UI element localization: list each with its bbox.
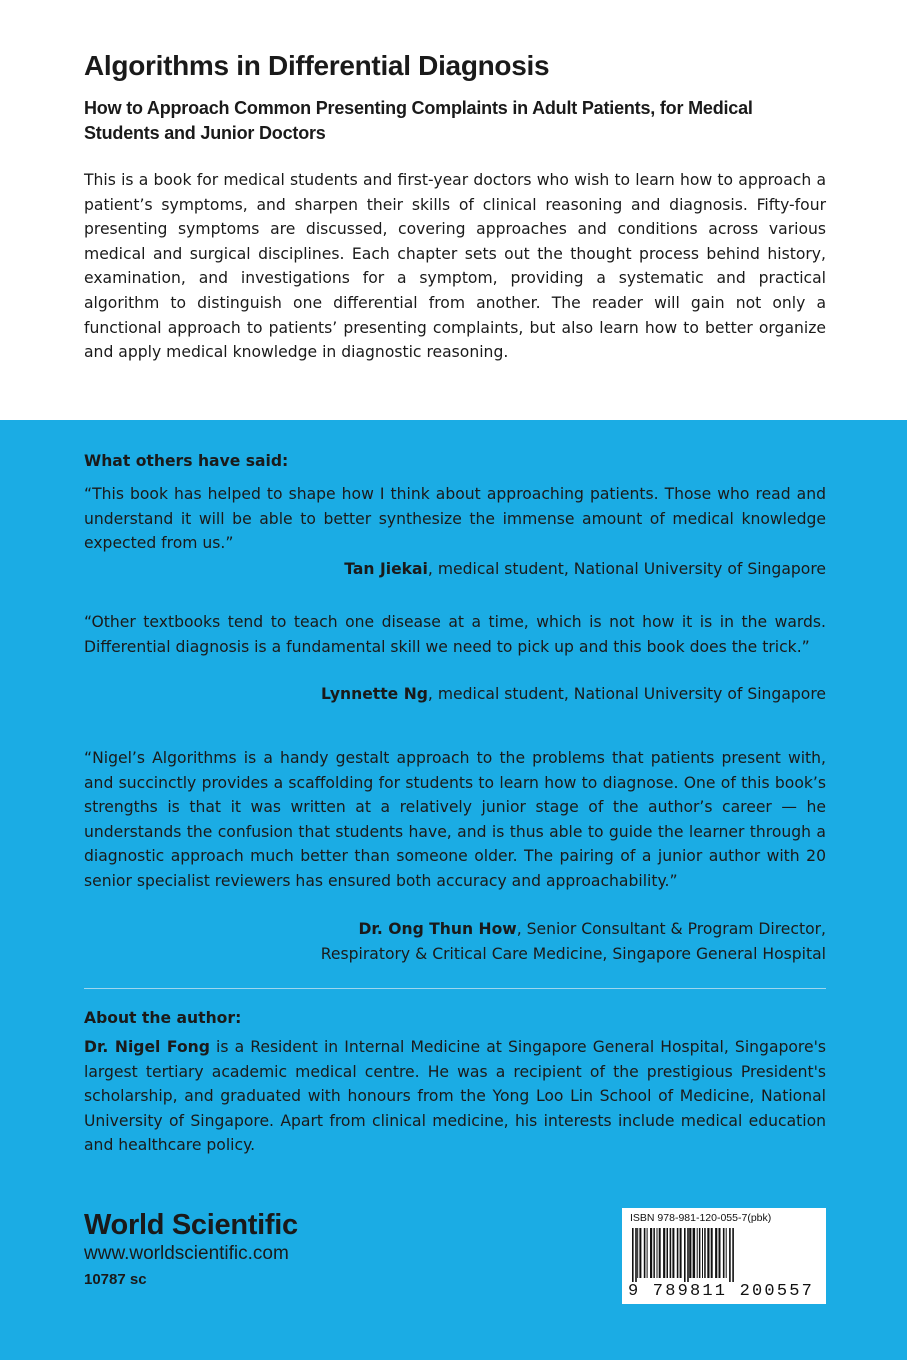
reviewer-name-2: Lynnette Ng bbox=[320, 685, 428, 703]
book-title: Algorithms in Differential Diagnosis bbox=[84, 50, 550, 81]
review-attribution-2 bbox=[321, 682, 826, 707]
review-quote-2: “Other textbooks tend to teach one disease at a time, which is not how it is in the wards. Differential diagnosis is a fundamental skill we need to pick up and this book does the trick.” bbox=[84, 613, 826, 656]
publisher-code: 10787 sc bbox=[84, 1271, 147, 1288]
author-bio-text: is a Resident in Internal Medicine at Singapore General Hospital, Singapore's largest tertiary academic medical centre. He was a recipient of the prestigious President's scholarship, and graduated with honours from the Yong Loo Lin School of Medicine, National University of Singapore. Apart from clinical medicine, his interests include medical education and healthcare policy. bbox=[84, 1038, 827, 1155]
reviewer-name-3: Dr. Ong Thun How bbox=[358, 920, 517, 938]
section-divider bbox=[84, 988, 826, 989]
reviews-heading: What others have said: bbox=[84, 452, 289, 470]
author-name: Dr. Nigel Fong bbox=[84, 1038, 210, 1056]
review-quote-3: “Nigel’s Algorithms is a handy gestalt approach to the problems that patients present with, and succinctly provides a scaffolding for students to learn how to diagnose. One of this book’s strengths is that it was written at a relatively junior stage of the author’s career — he understands the confusion that students have, and is thus able to guide the learner through a diagnostic approach much better than someone older. The pairing of a junior author with 20 senior specialist reviewers has ensured both accuracy and approachability.” bbox=[84, 749, 826, 890]
reviewer-role-3: , Senior Consultant & Program Director, bbox=[516, 920, 826, 938]
publisher-url: www.worldscientific.com bbox=[84, 1243, 289, 1264]
publisher-name: World Scientific bbox=[84, 1209, 298, 1241]
barcode-bars bbox=[630, 1228, 818, 1282]
author-heading: About the author: bbox=[84, 1009, 242, 1027]
author-bio bbox=[84, 1035, 826, 1158]
book-description: This is a book for medical students and first-year doctors who wish to learn how to approach a patient’s symptoms, and sharpen their skills of clinical reasoning and diagnosis. Fifty-four presenting symptoms are discussed, covering approaches and conditions across various medical and surgical disciplines. Each chapter sets out the thought process behind history, examination, and investigations for a symptom, providing a systematic and practical algorithm to distinguish one differential from another. The reader will gain not only a functional approach to patients’ presenting complaints, but also learn how to better organize and apply medical knowledge in diagnostic reasoning. bbox=[84, 171, 826, 362]
barcode-digits: 9 789811 200557 bbox=[628, 1282, 815, 1301]
reviewer-role-2: , medical student, National University of Singapore bbox=[427, 685, 826, 703]
isbn-label: ISBN 978-981-120-055-7(pbk) bbox=[630, 1212, 772, 1224]
barcode bbox=[622, 1208, 826, 1304]
review-attribution-1 bbox=[344, 557, 826, 582]
reviewer-role-1: , medical student, National University of Singapore bbox=[427, 560, 826, 578]
reviewer-name-1: Tan Jiekai bbox=[344, 560, 428, 578]
top-section bbox=[0, 0, 907, 420]
reviewer-role-3-line2: Respiratory & Critical Care Medicine, Singapore General Hospital bbox=[320, 945, 826, 963]
review-quote-1: “This book has helped to shape how I think about approaching patients. Those who read and understand it will be able to better synthesize the immense amount of medical knowledge expected from us.” bbox=[84, 485, 826, 553]
book-subtitle: How to Approach Common Presenting Complaints in Adult Patients, for Medical Students and Junior Doctors bbox=[84, 98, 753, 143]
review-attribution-3 bbox=[321, 917, 826, 967]
